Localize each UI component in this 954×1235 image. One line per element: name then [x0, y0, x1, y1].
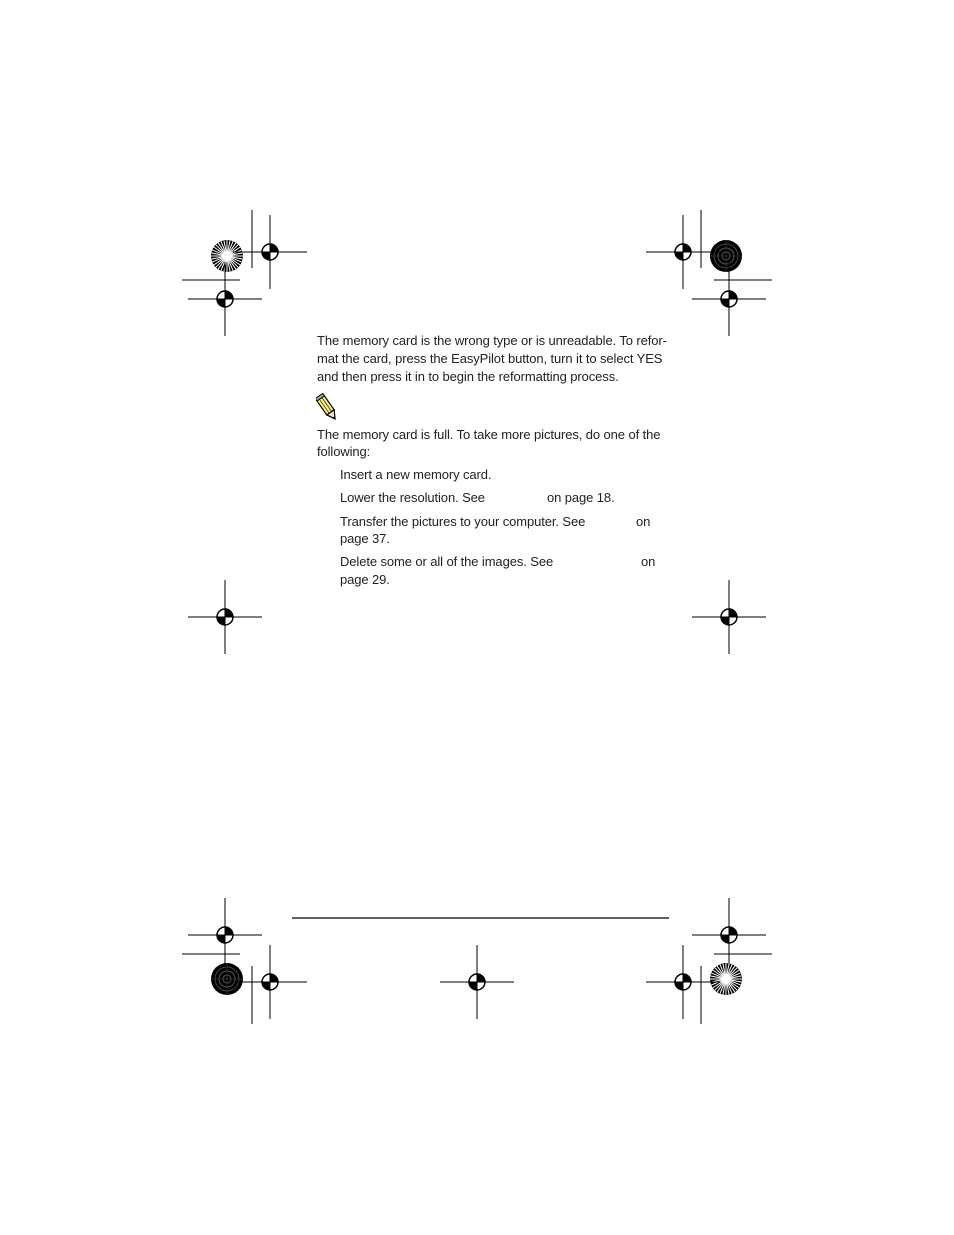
- paragraph-card-full-line-2: following:: [317, 444, 371, 459]
- paragraph-card-unreadable-line-1: The memory card is the wrong type or is unreadable. To refor-: [317, 333, 667, 348]
- list-item-transfer-pictures: Transfer the pictures to your computer. See: [340, 514, 586, 529]
- pencil-note-icon: [316, 393, 340, 423]
- list-item-delete-images: Delete some or all of the images. See: [340, 554, 554, 569]
- list-item-transfer-pictures-on: on: [636, 514, 651, 529]
- list-item-delete-images-page-ref: page 29.: [340, 572, 390, 587]
- paragraph-card-full-line-1: The memory card is full. To take more pictures, do one of the: [317, 427, 661, 442]
- list-item-lower-resolution: Lower the resolution. See: [340, 490, 485, 505]
- paragraph-card-unreadable-line-2: mat the card, press the EasyPilot button, turn it to select YES: [317, 351, 663, 366]
- list-item-lower-resolution-page-ref: on page 18.: [547, 490, 615, 505]
- paragraph-card-unreadable-line-3: and then press it in to begin the reformatting process.: [317, 369, 619, 384]
- list-item-insert-card: Insert a new memory card.: [340, 467, 492, 482]
- list-item-transfer-pictures-page-ref: page 37.: [340, 531, 390, 546]
- list-item-delete-images-on: on: [641, 554, 656, 569]
